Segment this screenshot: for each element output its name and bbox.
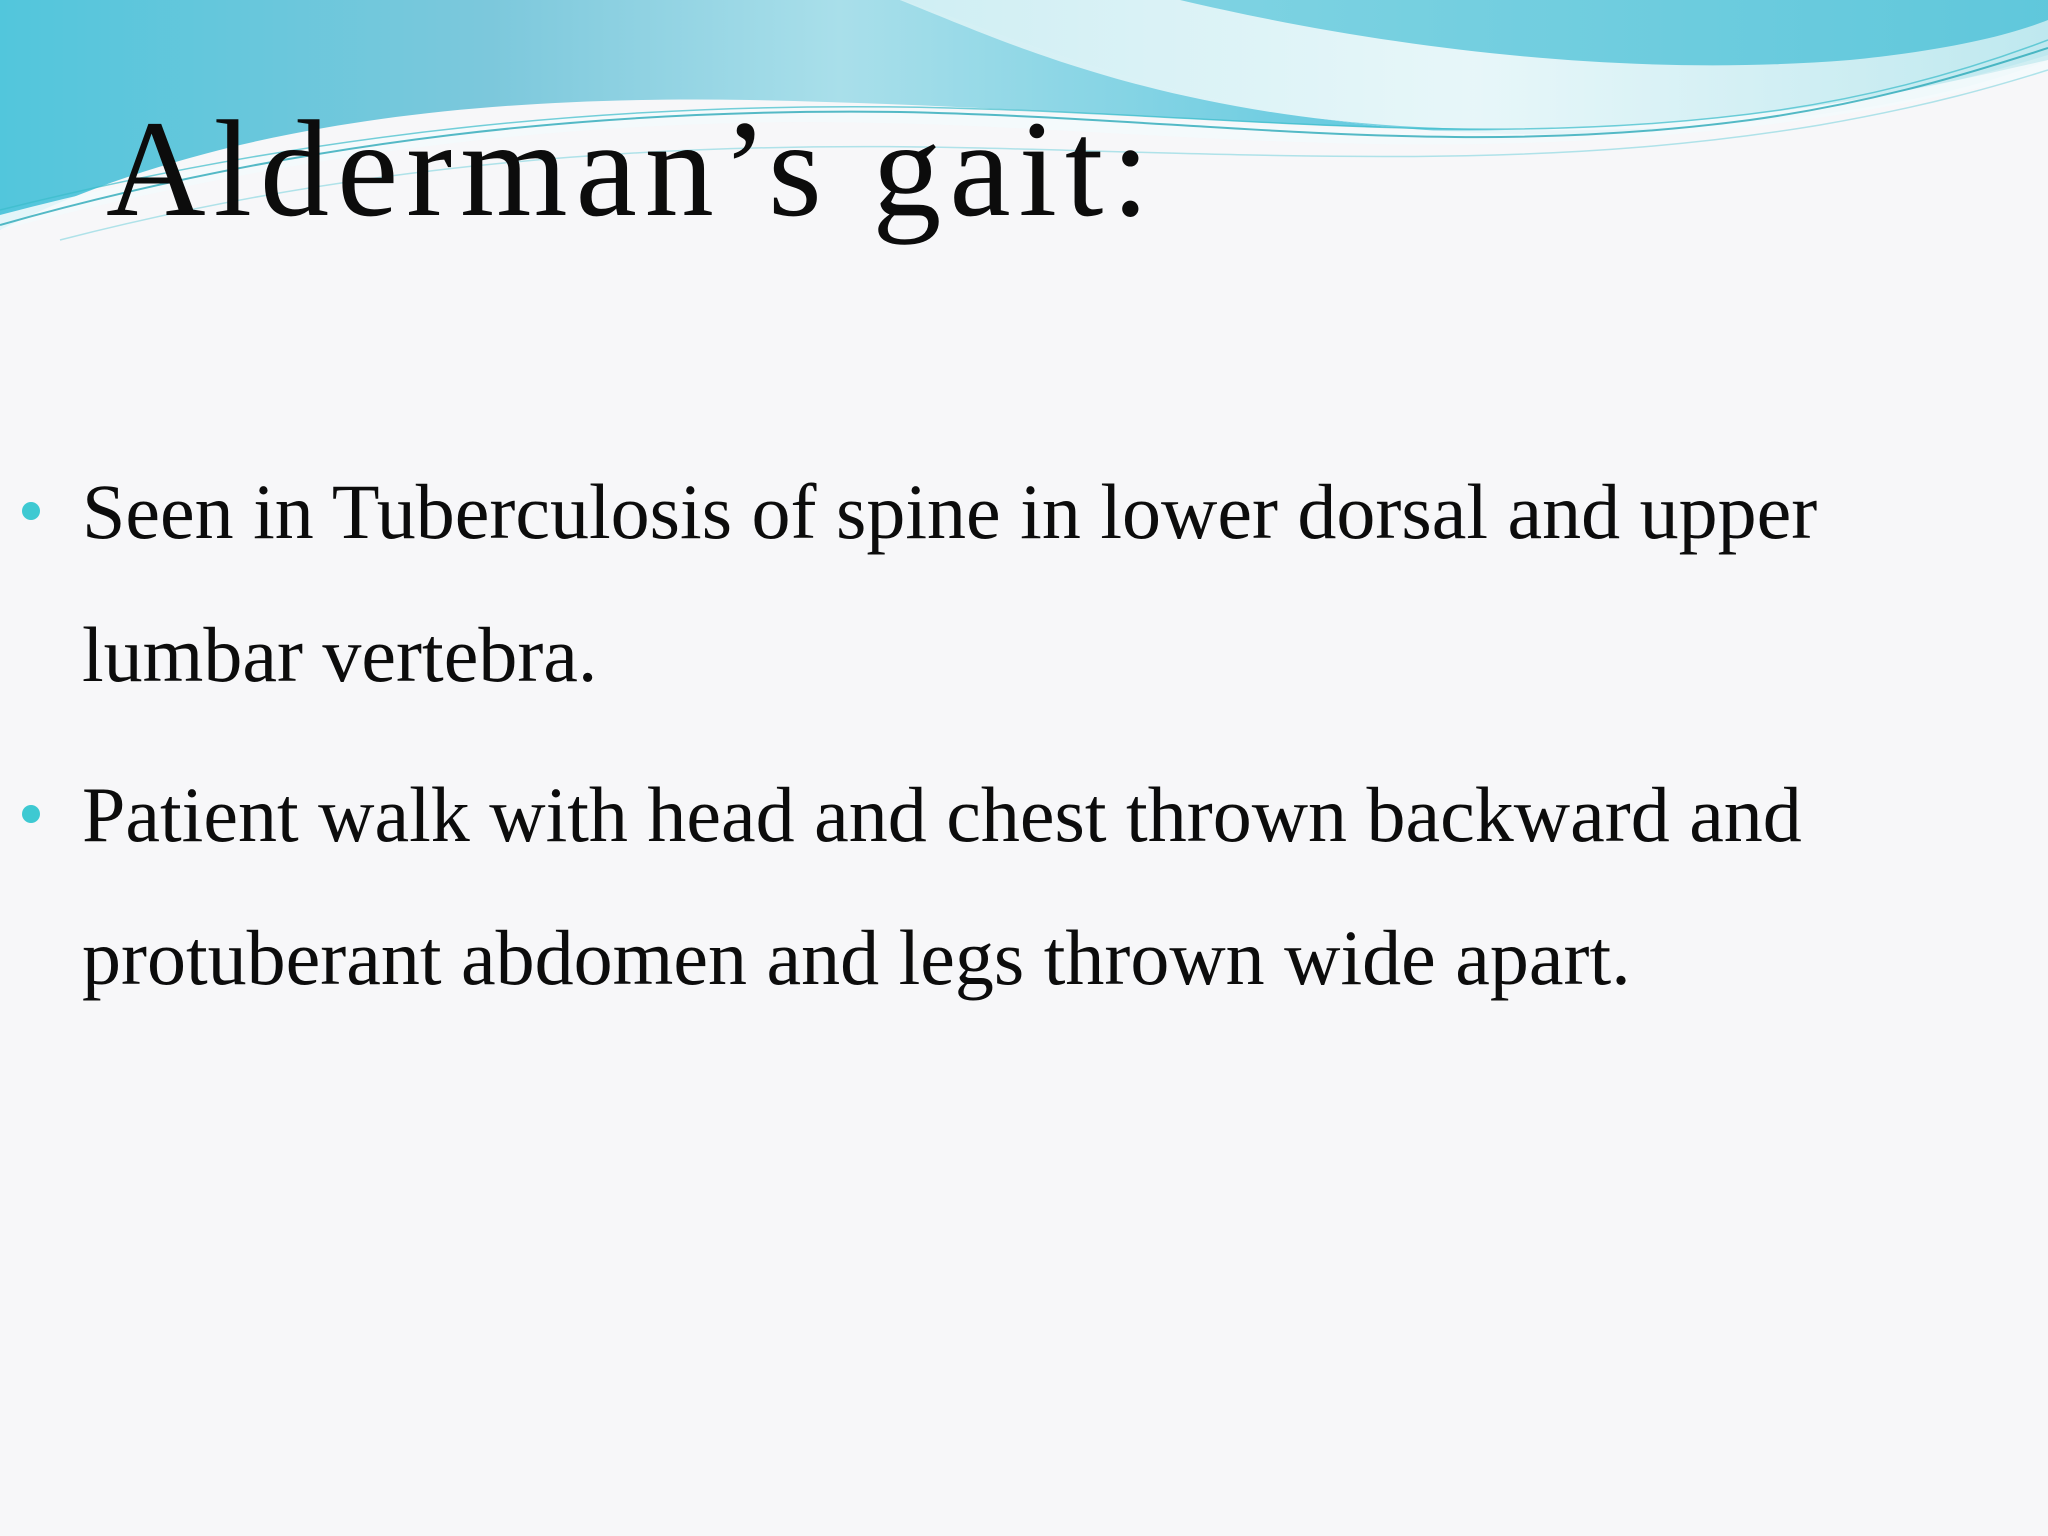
slide-title: Alderman’s gait: bbox=[106, 92, 1158, 245]
bullet-list bbox=[0, 440, 2048, 1046]
bullet-dot-icon bbox=[22, 805, 40, 823]
bullet-text: Seen in Tuberculosis of spine in lower dorsal and upper lumbar vertebra. bbox=[82, 468, 1818, 698]
bullet-item bbox=[0, 743, 2048, 1029]
bullet-dot-icon bbox=[22, 502, 40, 520]
bullet-item bbox=[0, 440, 2048, 726]
bullet-text: Patient walk with head and chest thrown backward and protuberant abdomen and legs thrown wide apart. bbox=[82, 771, 1802, 1001]
